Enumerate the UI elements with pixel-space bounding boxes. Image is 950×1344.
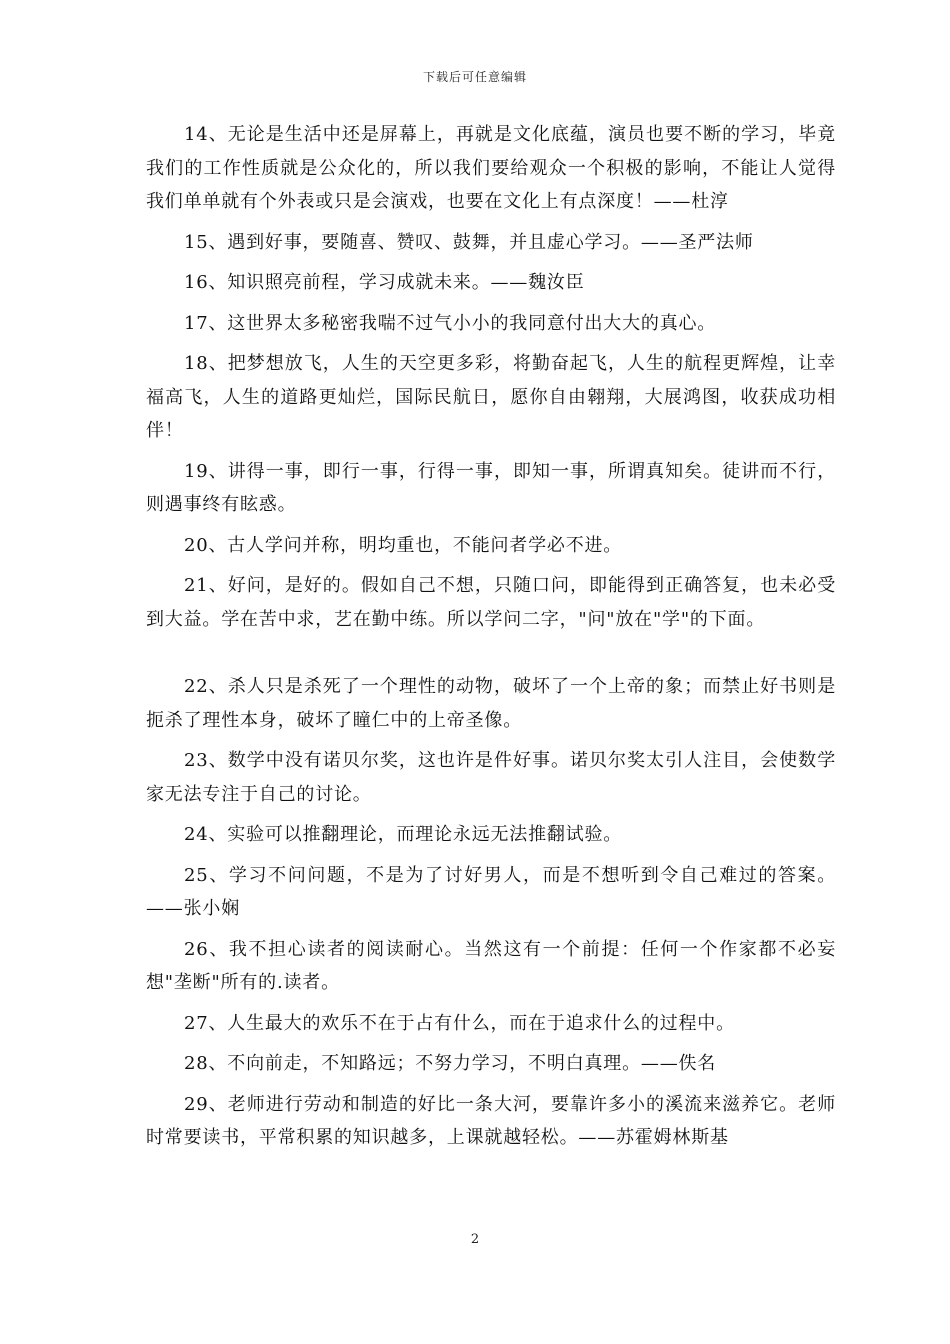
quote-paragraph-19: 19、讲得一事，即行一事，行得一事，即知一事，所谓真知矣。徒讲而不行，则遇事终有眩惑。 (146, 460, 836, 515)
page-header: 下载后可任意编辑 (422, 70, 527, 84)
quote-paragraph-28: 28、不向前走，不知路远；不努力学习，不明白真理。——佚名 (184, 1053, 717, 1074)
quote-paragraph-25: 25、学习不问问题，不是为了讨好男人，而是不想听到令自己难过的答案。——张小娴 (146, 864, 836, 919)
quote-paragraph-17: 17、这世界太多秘密我喘不过气小小的我同意付出大大的真心。 (184, 312, 717, 334)
quote-paragraph-29: 29、老师进行劳动和制造的好比一条大河，要靠许多小的溪流来滋养它。老师时常要读书，平常积累的知识越多，上课就越轻松。——苏霍姆林斯基 (146, 1093, 836, 1148)
quote-paragraph-20: 20、古人学问并称，明均重也，不能问者学必不进。 (184, 534, 623, 556)
quote-paragraph-15: 15、遇到好事，要随喜、赞叹、鼓舞，并且虚心学习。——圣严法师 (184, 231, 754, 253)
quote-paragraph-16: 16、知识照亮前程，学习成就未来。——魏汝臣 (184, 272, 585, 293)
quote-paragraph-26: 26、我不担心读者的阅读耐心。当然这有一个前提：任何一个作家都不必妄想"垄断"所有的.读者。 (146, 938, 836, 993)
page-number: 2 (470, 1232, 480, 1247)
quote-paragraph-14: 14、无论是生活中还是屏幕上，再就是文化底蕴，演员也要不断的学习，毕竟我们的工作性质就是公众化的，所以我们要给观众一个积极的影响，不能让人觉得我们单单就有个外表或只是会演戏，也要在文化上有点深度！——杜淳 (146, 124, 836, 212)
quote-paragraph-24: 24、实验可以推翻理论，而理论永远无法推翻试验。 (184, 824, 623, 845)
quote-paragraph-21: 21、好问，是好的。假如自己不想，只随口问，即能得到正确答复，也未必受到大益。学在苦中求，艺在勤中练。所以学问二字，"问"放在"学"的下面。 (146, 575, 836, 630)
quote-paragraph-18: 18、把梦想放飞，人生的天空更多彩，将勤奋起飞，人生的航程更辉煌，让幸福高飞，人生的道路更灿烂，国际民航日，愿你自由翱翔，大展鸿图，收获成功相伴！ (146, 353, 836, 441)
quote-paragraph-23: 23、数学中没有诺贝尔奖，这也许是件好事。诺贝尔奖太引人注目，会使数学家无法专注于自己的讨论。 (146, 750, 836, 805)
quote-paragraph-27: 27、人生最大的欢乐不在于占有什么，而在于追求什么的过程中。 (184, 1012, 735, 1034)
quote-paragraph-22: 22、杀人只是杀死了一个理性的动物，破坏了一个上帝的象；而禁止好书则是扼杀了理性本身，破坏了瞳仁中的上帝圣像。 (146, 676, 836, 731)
document-body (146, 118, 836, 1162)
